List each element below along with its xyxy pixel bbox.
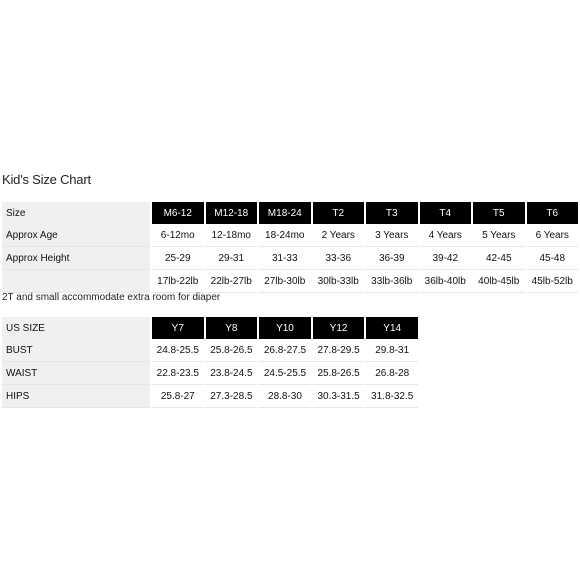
table-cell: 6-12mo — [152, 224, 204, 247]
table-cell: 36lb-40lb — [420, 270, 472, 293]
size-header-row — [2, 202, 578, 224]
table-cell: 30.3-31.5 — [313, 385, 365, 408]
table-cell: 24.8-25.5 — [152, 339, 204, 362]
table-cell: 36-39 — [366, 247, 418, 270]
table-cell: 26.8-28 — [366, 362, 418, 385]
table-cell: 25-29 — [152, 247, 204, 270]
table-cell: 33lb-36lb — [366, 270, 418, 293]
us-size-header-cell: Y7 — [152, 317, 204, 339]
table-cell: 24.5-25.5 — [259, 362, 311, 385]
chart-title: Kid's Size Chart — [2, 172, 91, 187]
kids-size-table — [0, 202, 580, 293]
table-cell: 3 Years — [366, 224, 418, 247]
row-label: Approx Age — [2, 224, 150, 247]
table-cell: 28.8-30 — [259, 385, 311, 408]
size-header-cell: T5 — [473, 202, 525, 224]
table-cell: 29.8-31 — [366, 339, 418, 362]
us-size-header-row — [2, 317, 418, 339]
us-size-header-cell: Y12 — [313, 317, 365, 339]
table-cell: 27.8-29.5 — [313, 339, 365, 362]
us-size-header-cell: Y8 — [206, 317, 258, 339]
table-cell: 30lb-33lb — [313, 270, 365, 293]
table-cell: 31.8-32.5 — [366, 385, 418, 408]
size-header-cell: M12-18 — [206, 202, 258, 224]
table-row — [2, 385, 418, 408]
table-cell: 40lb-45lb — [473, 270, 525, 293]
table-cell: 45-48 — [527, 247, 579, 270]
table-row — [2, 270, 578, 293]
table-cell: 25.8-26.5 — [313, 362, 365, 385]
us-size-header-cell: Y14 — [366, 317, 418, 339]
us-size-header-label: US SIZE — [2, 317, 150, 339]
table-cell: 17lb-22lb — [152, 270, 204, 293]
size-header-cell: M6-12 — [152, 202, 204, 224]
size-header-label: Size — [2, 202, 150, 224]
size-header-cell: T3 — [366, 202, 418, 224]
table-cell: 6 Years — [527, 224, 579, 247]
table-cell: 39-42 — [420, 247, 472, 270]
table-cell: 45lb-52lb — [527, 270, 579, 293]
table-cell: 27.3-28.5 — [206, 385, 258, 408]
row-label: Approx Height — [2, 247, 150, 270]
table-cell: 4 Years — [420, 224, 472, 247]
us-size-header-cell: Y10 — [259, 317, 311, 339]
table-cell: 42-45 — [473, 247, 525, 270]
row-label: BUST — [2, 339, 150, 362]
table-cell: 2 Years — [313, 224, 365, 247]
table-row — [2, 362, 418, 385]
row-label: HIPS — [2, 385, 150, 408]
table-cell: 33-36 — [313, 247, 365, 270]
size-header-cell: T6 — [527, 202, 579, 224]
table-cell: 5 Years — [473, 224, 525, 247]
table-row — [2, 339, 418, 362]
row-label — [2, 270, 150, 293]
table-row — [2, 247, 578, 270]
size-header-cell: M18-24 — [259, 202, 311, 224]
table-cell: 12-18mo — [206, 224, 258, 247]
table-cell: 25.8-26.5 — [206, 339, 258, 362]
diaper-note: 2T and small accommodate extra room for diaper — [2, 292, 221, 303]
size-header-cell: T2 — [313, 202, 365, 224]
row-label: WAIST — [2, 362, 150, 385]
us-size-table — [0, 317, 420, 408]
table-cell: 22.8-23.5 — [152, 362, 204, 385]
table-cell: 23.8-24.5 — [206, 362, 258, 385]
table-row — [2, 224, 578, 247]
table-cell: 25.8-27 — [152, 385, 204, 408]
table-cell: 22lb-27lb — [206, 270, 258, 293]
table-cell: 31-33 — [259, 247, 311, 270]
table-cell: 29-31 — [206, 247, 258, 270]
size-header-cell: T4 — [420, 202, 472, 224]
table-cell: 27lb-30lb — [259, 270, 311, 293]
table-cell: 26.8-27.5 — [259, 339, 311, 362]
table-cell: 18-24mo — [259, 224, 311, 247]
